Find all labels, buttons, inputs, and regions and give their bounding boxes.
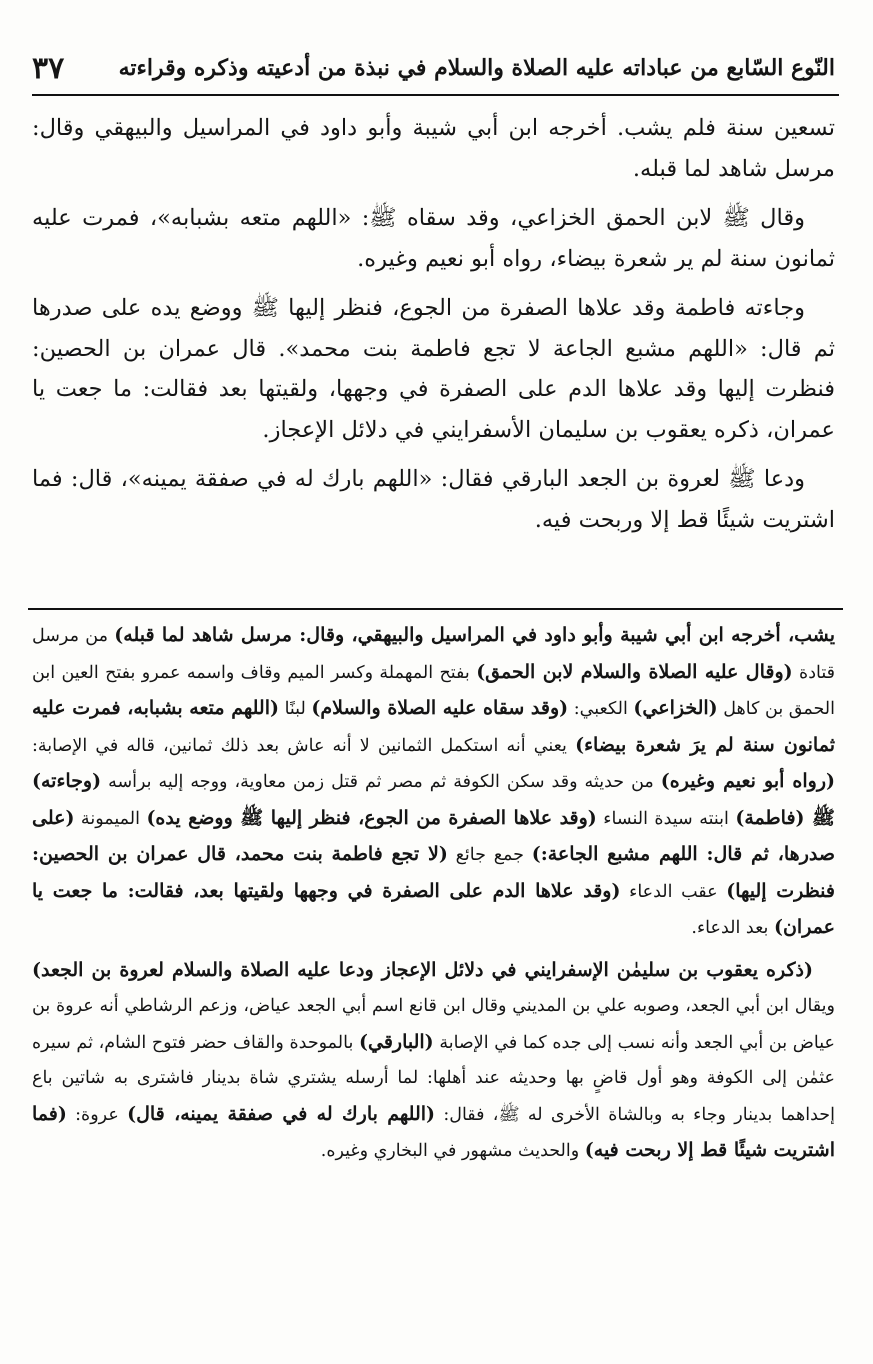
main-text	[32, 108, 835, 549]
commentary-text-run: جمع جائع	[447, 845, 532, 865]
commentary-paragraph	[32, 953, 835, 1170]
main-paragraph: تسعين سنة فلم يشب. أخرجه ابن أبي شيبة وأبو داود في المراسيل والبيهقي وقال: مرسل شاهد لما قبله.	[32, 115, 835, 182]
commentary-text-run: عروة:	[66, 1104, 128, 1125]
commentary-text-run: الميمونة	[74, 808, 147, 829]
main-paragraph: وقال ﷺ لابن الحمق الخزاعي، وقد سقاه ﷺ: «اللهم متعه بشبابه»، فمرت عليه ثمانون سنة لم ير شعرة بيضاء، رواه أبو نعيم وغيره.	[32, 205, 835, 272]
page-number: ٣٧	[32, 50, 65, 86]
main-paragraph: وجاءته فاطمة وقد علاها الصفرة من الجوع، فنظر إليها ﷺ ووضع يده على صدرها ثم قال: «اللهم مشبع الجاعة لا تجع فاطمة بنت محمد». قال عمران بن الحصين: فنظرت إليها وقد علاها الدم على الصفرة في وجهها، ولقيتها بعد فقالت: ما جعت يا عمران، ذكره يعقوب بن سليمان الأسفرايني في دلائل الإعجاز.	[32, 295, 835, 443]
quoted-text: (الخزاعي)	[633, 697, 718, 719]
quoted-text: يشب، أخرجه ابن أبي شيبة وأبو داود في المراسيل والبيهقي، وقال: مرسل شاهد لما قبله)	[114, 624, 835, 646]
quoted-text: (وقال عليه الصلاة والسلام لابن الحمق)	[476, 660, 793, 683]
commentary-text-run: يعني أنه استكمل الثمانين لا أنه عاش بعد ذلك ثمانين، قاله في الإصابة:	[32, 735, 576, 756]
quoted-text: (وقد علاها الدم على الصفرة في وجهها ولقيتها بعد، فقالت: ما جعت يا عمران)	[32, 879, 835, 938]
commentary-text-run: بعد الدعاء.	[691, 918, 774, 938]
commentary-text-run: ويقال ابن أبي الجعد، وصوبه علي بن المديني وقال ابن قانع اسم أبي الجعد عياض، وزعم الرشاطي أنه عروة بن عياض بن أبي الجعد وأنه نسب إلى جده كما في الإصابة	[32, 996, 835, 1053]
header-divider	[32, 94, 839, 96]
commentary-text-run: بفتح المهملة وكسر الميم وقاف واسمه عمرو بفتح العين ابن الحمق بن كاهل	[32, 662, 835, 719]
quoted-text: (البارقي)	[359, 1030, 434, 1053]
commentary-text-run: ابنته سيدة النساء	[596, 808, 736, 829]
commentary-text	[32, 618, 835, 1176]
quoted-text: (لا تجع فاطمة بنت محمد، قال عمران بن الحصين: فنظرت إليها)	[32, 843, 835, 902]
commentary-text-run: من حديثه وقد سكن الكوفة ثم مصر ثم قتل زمن معاوية، ووجه إليه برأسه	[101, 772, 661, 792]
commentary-divider	[28, 608, 843, 610]
commentary-text-run: لبنًا	[278, 699, 312, 719]
commentary-text-run: بالموحدة والقاف حضر فتوح الشام، ثم سيره عثمٰن إلى الكوفة وهو أول قاضٍ بها وحديثه عند أهلها: لما أرسله يشتري شاة بدينار فاشترى به شاتين باع إحداهما بدينار وجاء به وبالشاة الأخرى له ﷺ، فقال:	[32, 1032, 835, 1125]
running-title: النّوع السّابع من عباداته عليه الصلاة والسلام في نبذة من أدعيته وذكره وقراءته	[118, 55, 835, 81]
quoted-text: (وجاءته) ﷺ (فاطمة)	[32, 770, 836, 829]
commentary-text-run: الكعبي:	[568, 699, 634, 719]
main-paragraph: ودعا ﷺ لعروة بن الجعد البارقي فقال: «اللهم بارك له في صفقة يمينه»، قال: فما اشتريت شيئًا قط إلا وربحت فيه.	[32, 466, 835, 533]
commentary-text-run: عقب الدعاء	[620, 881, 727, 902]
commentary-text-run: والحديث مشهور في البخاري وغيره.	[320, 1141, 585, 1161]
page-header	[32, 44, 835, 92]
quoted-text: (على صدرها، ثم قال: اللهم مشبع الجاعة:)	[32, 806, 835, 865]
quoted-text: (وقد سقاه عليه الصلاة والسلام)	[311, 697, 569, 719]
commentary-paragraph	[32, 618, 835, 947]
quoted-text: (ذكره يعقوب بن سليمٰن الإسفرايني في دلائل الإعجاز ودعا عليه الصلاة والسلام لعروة بن الجعد)	[32, 958, 813, 981]
quoted-text: (اللهم بارك له في صفقة يمينه، قال)	[127, 1102, 436, 1125]
quoted-text: (رواه أبو نعيم وغيره)	[660, 770, 836, 792]
quoted-text: (فما اشتريت شيئًا قط إلا ربحت فيه)	[32, 1102, 835, 1161]
quoted-text: (اللهم متعه بشبابه، فمرت عليه ثمانون سنة لم يرَ شعرة بيضاء)	[32, 697, 835, 756]
quoted-text: (وقد علاها الصفرة من الجوع، فنظر إليها ﷺ ووضع يده)	[146, 806, 597, 829]
commentary-text-run: من مرسل قتادة	[32, 626, 835, 683]
